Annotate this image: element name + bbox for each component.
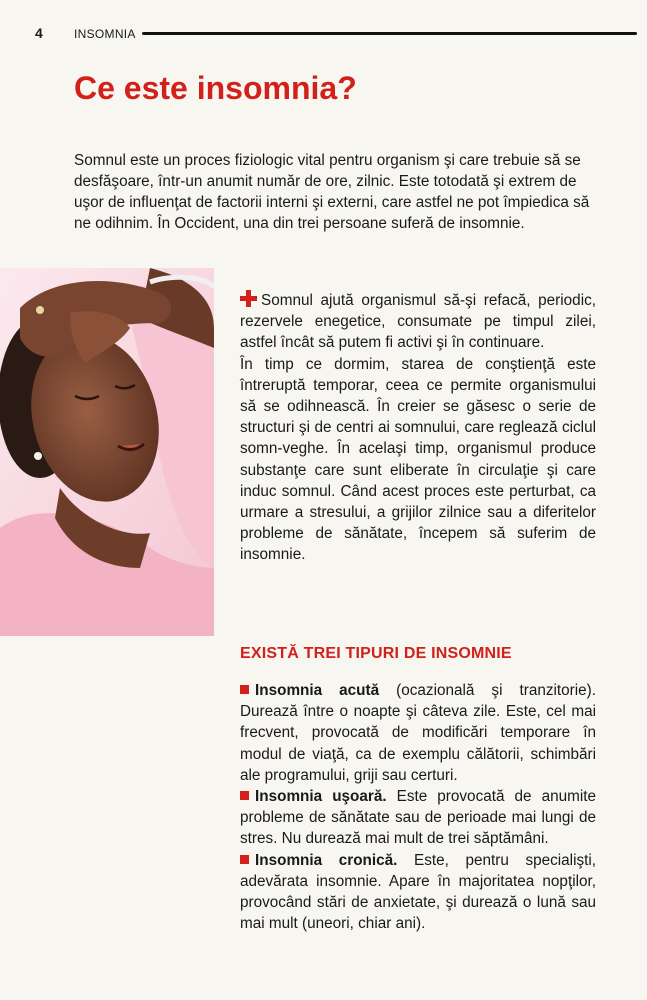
body-paragraph-1-text: Somnul ajută organismul să-şi refacă, periodic, rezervele enegetice, consumate pe timpul zilei, astfel încât să putem fi activi şi în continuare. [240,292,596,352]
header-rule [142,32,637,35]
list-item-text: Este provocată de anumite probleme de sănătate sau de perioade mai lungi de stres. Nu durează mai mult de trei săptămâni. [240,788,596,848]
list-item-term: Insomnia cronică. [255,851,398,869]
list-item [240,786,596,850]
page-number: 4 [35,25,43,41]
list-item-text: Este, pentru specialişti, adevărata insomnie. Apare în majoritatea nopţilor, provocând stări de anxietate, şi durează o lună sau mai mult (uneori, chiar ani). [240,851,597,933]
red-square-bullet-icon [240,791,249,800]
list-item-text: (ocazională şi tranzitorie). Durează între o noapte şi câteva zile. Este, cel mai frecvent, provocată de modificări temporare în modul de viaţă, ca de exemplu călătorii, schimbări ale programului, griji sau certuri. [240,682,596,784]
page-title: Ce este insomnia? [74,70,357,106]
list-item [240,850,596,935]
intro-paragraph: Somnul este un proces fiziologic vital pentru organism şi care trebuie să se desfăşoare, într-un anumit număr de ore, zilnic. Este totodată şi extrem de uşor de influenţat de factorii interni şi externi, care astfel ne pot împiedica să ne odihnim. În Occident, una din trei persoane suferă de insomnie. [74,152,590,232]
list-item-term: Insomnia acută [255,682,380,699]
body-paragraph-2: În timp ce dormim, starea de conştienţă este întreruptă temporar, ceea ce permite organismului să se odihnească. În creier se găsesc o serie de structuri şi de centri ai somnului, care reglează ciclul somn-veghe. În acelaşi timp, organismul produce substanţe care sunt eliberate în circulaţie şi care induc somnul. Când acest proces este perturbat, ca urmare a stresului, a grijilor zilnice sau a diferitelor probleme de sănătate, începem să suferim de insomnie. [240,355,596,564]
body-paragraph-1 [240,290,596,354]
woman-with-hand-on-forehead-icon [0,268,214,636]
list-item-term: Insomnia uşoară. [255,788,387,806]
red-square-bullet-icon [240,685,249,694]
list-item [240,680,596,786]
section-heading: EXISTĂ TREI TIPURI DE INSOMNIE [240,645,512,662]
running-title: INSOMNIA [74,27,136,41]
body-text [240,290,596,566]
red-cross-icon [240,290,257,307]
insomnia-types-list [240,680,596,934]
red-square-bullet-icon [240,855,249,864]
page-header [0,22,647,46]
